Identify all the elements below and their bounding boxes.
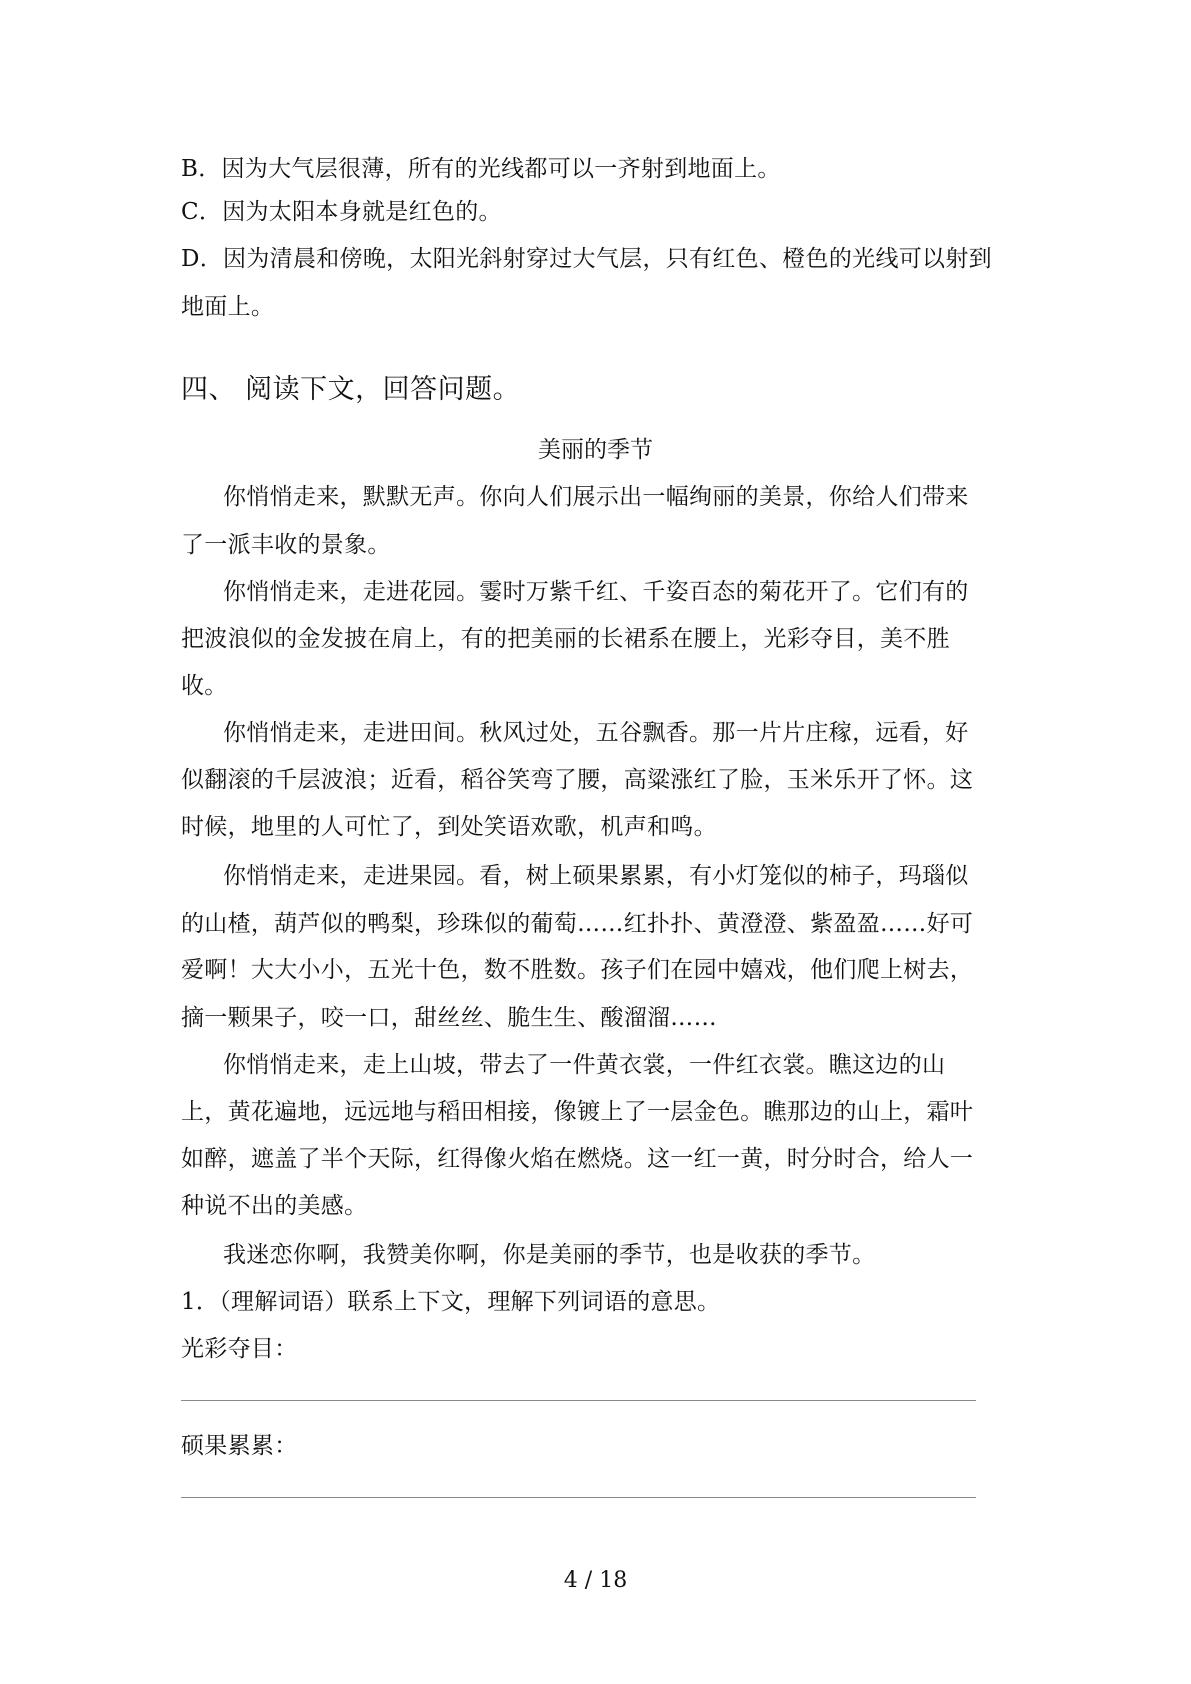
section-heading: 四、 阅读下文，回答问题。 xyxy=(181,374,521,405)
option-d-line-1: D．因为清晨和傍晚，太阳光斜射穿过大气层，只有红色、橙色的光线可以射到 xyxy=(181,246,992,272)
answer-line-2[interactable] xyxy=(181,1497,976,1498)
paragraph-4-line-4: 摘一颗果子，咬一口，甜丝丝、脆生生、酸溜溜…… xyxy=(181,1005,717,1031)
paragraph-3-line-2: 似翻滚的千层波浪；近看，稻谷笑弯了腰，高粱涨红了脸，玉米乐开了怀。这 xyxy=(181,767,974,793)
question-1: 1．（理解词语）联系上下文，理解下列词语的意思。 xyxy=(181,1289,721,1315)
passage-title: 美丽的季节 xyxy=(538,437,653,463)
term-1-label: 光彩夺目： xyxy=(181,1336,298,1362)
paragraph-1-line-1: 你悄悄走来，默默无声。你向人们展示出一幅绚丽的美景，你给人们带来 xyxy=(223,484,969,510)
paragraph-4-line-2: 的山楂，葫芦似的鸭梨，珍珠似的葡萄……红扑扑、黄澄澄、紫盈盈……好可 xyxy=(181,911,974,937)
paragraph-2-line-3: 收。 xyxy=(181,673,228,699)
option-c: C．因为太阳本身就是红色的。 xyxy=(181,199,502,225)
paragraph-5-line-4: 种说不出的美感。 xyxy=(181,1193,368,1219)
paragraph-3-line-1: 你悄悄走来，走进田间。秋风过处，五谷飘香。那一片片庄稼，远看，好 xyxy=(223,720,969,746)
answer-line-1[interactable] xyxy=(181,1400,976,1401)
paragraph-5-line-3: 如醉，遮盖了半个天际，红得像火焰在燃烧。这一红一黄，时分时合，给人一 xyxy=(181,1146,974,1172)
paragraph-2-line-1: 你悄悄走来，走进花园。霎时万紫千红、千姿百态的菊花开了。它们有的 xyxy=(223,579,969,605)
term-2-label: 硕果累累： xyxy=(181,1433,298,1459)
paragraph-4-line-1: 你悄悄走来，走进果园。看，树上硕果累累，有小灯笼似的柿子，玛瑙似 xyxy=(223,863,969,889)
paragraph-2-line-2: 把波浪似的金发披在肩上，有的把美丽的长裙系在腰上，光彩夺目，美不胜 xyxy=(181,626,950,652)
page-number: 4 / 18 xyxy=(563,1568,628,1593)
option-d-line-2: 地面上。 xyxy=(181,294,275,320)
paragraph-4-line-3: 爱啊！大大小小，五光十色，数不胜数。孩子们在园中嬉戏，他们爬上树去， xyxy=(181,957,974,983)
paragraph-5-line-1: 你悄悄走来，走上山坡，带去了一件黄衣裳，一件红衣裳。瞧这边的山 xyxy=(223,1052,946,1078)
paragraph-1-line-2: 了一派丰收的景象。 xyxy=(181,532,391,558)
option-b: B．因为大气层很薄，所有的光线都可以一齐射到地面上。 xyxy=(181,156,781,182)
paragraph-6-line-1: 我迷恋你啊，我赞美你啊，你是美丽的季节，也是收获的季节。 xyxy=(223,1242,876,1268)
paragraph-5-line-2: 上，黄花遍地，远远地与稻田相接，像镀上了一层金色。瞧那边的山上，霜叶 xyxy=(181,1099,974,1125)
paragraph-3-line-3: 时候，地里的人可忙了，到处笑语欢歌，机声和鸣。 xyxy=(181,814,717,840)
